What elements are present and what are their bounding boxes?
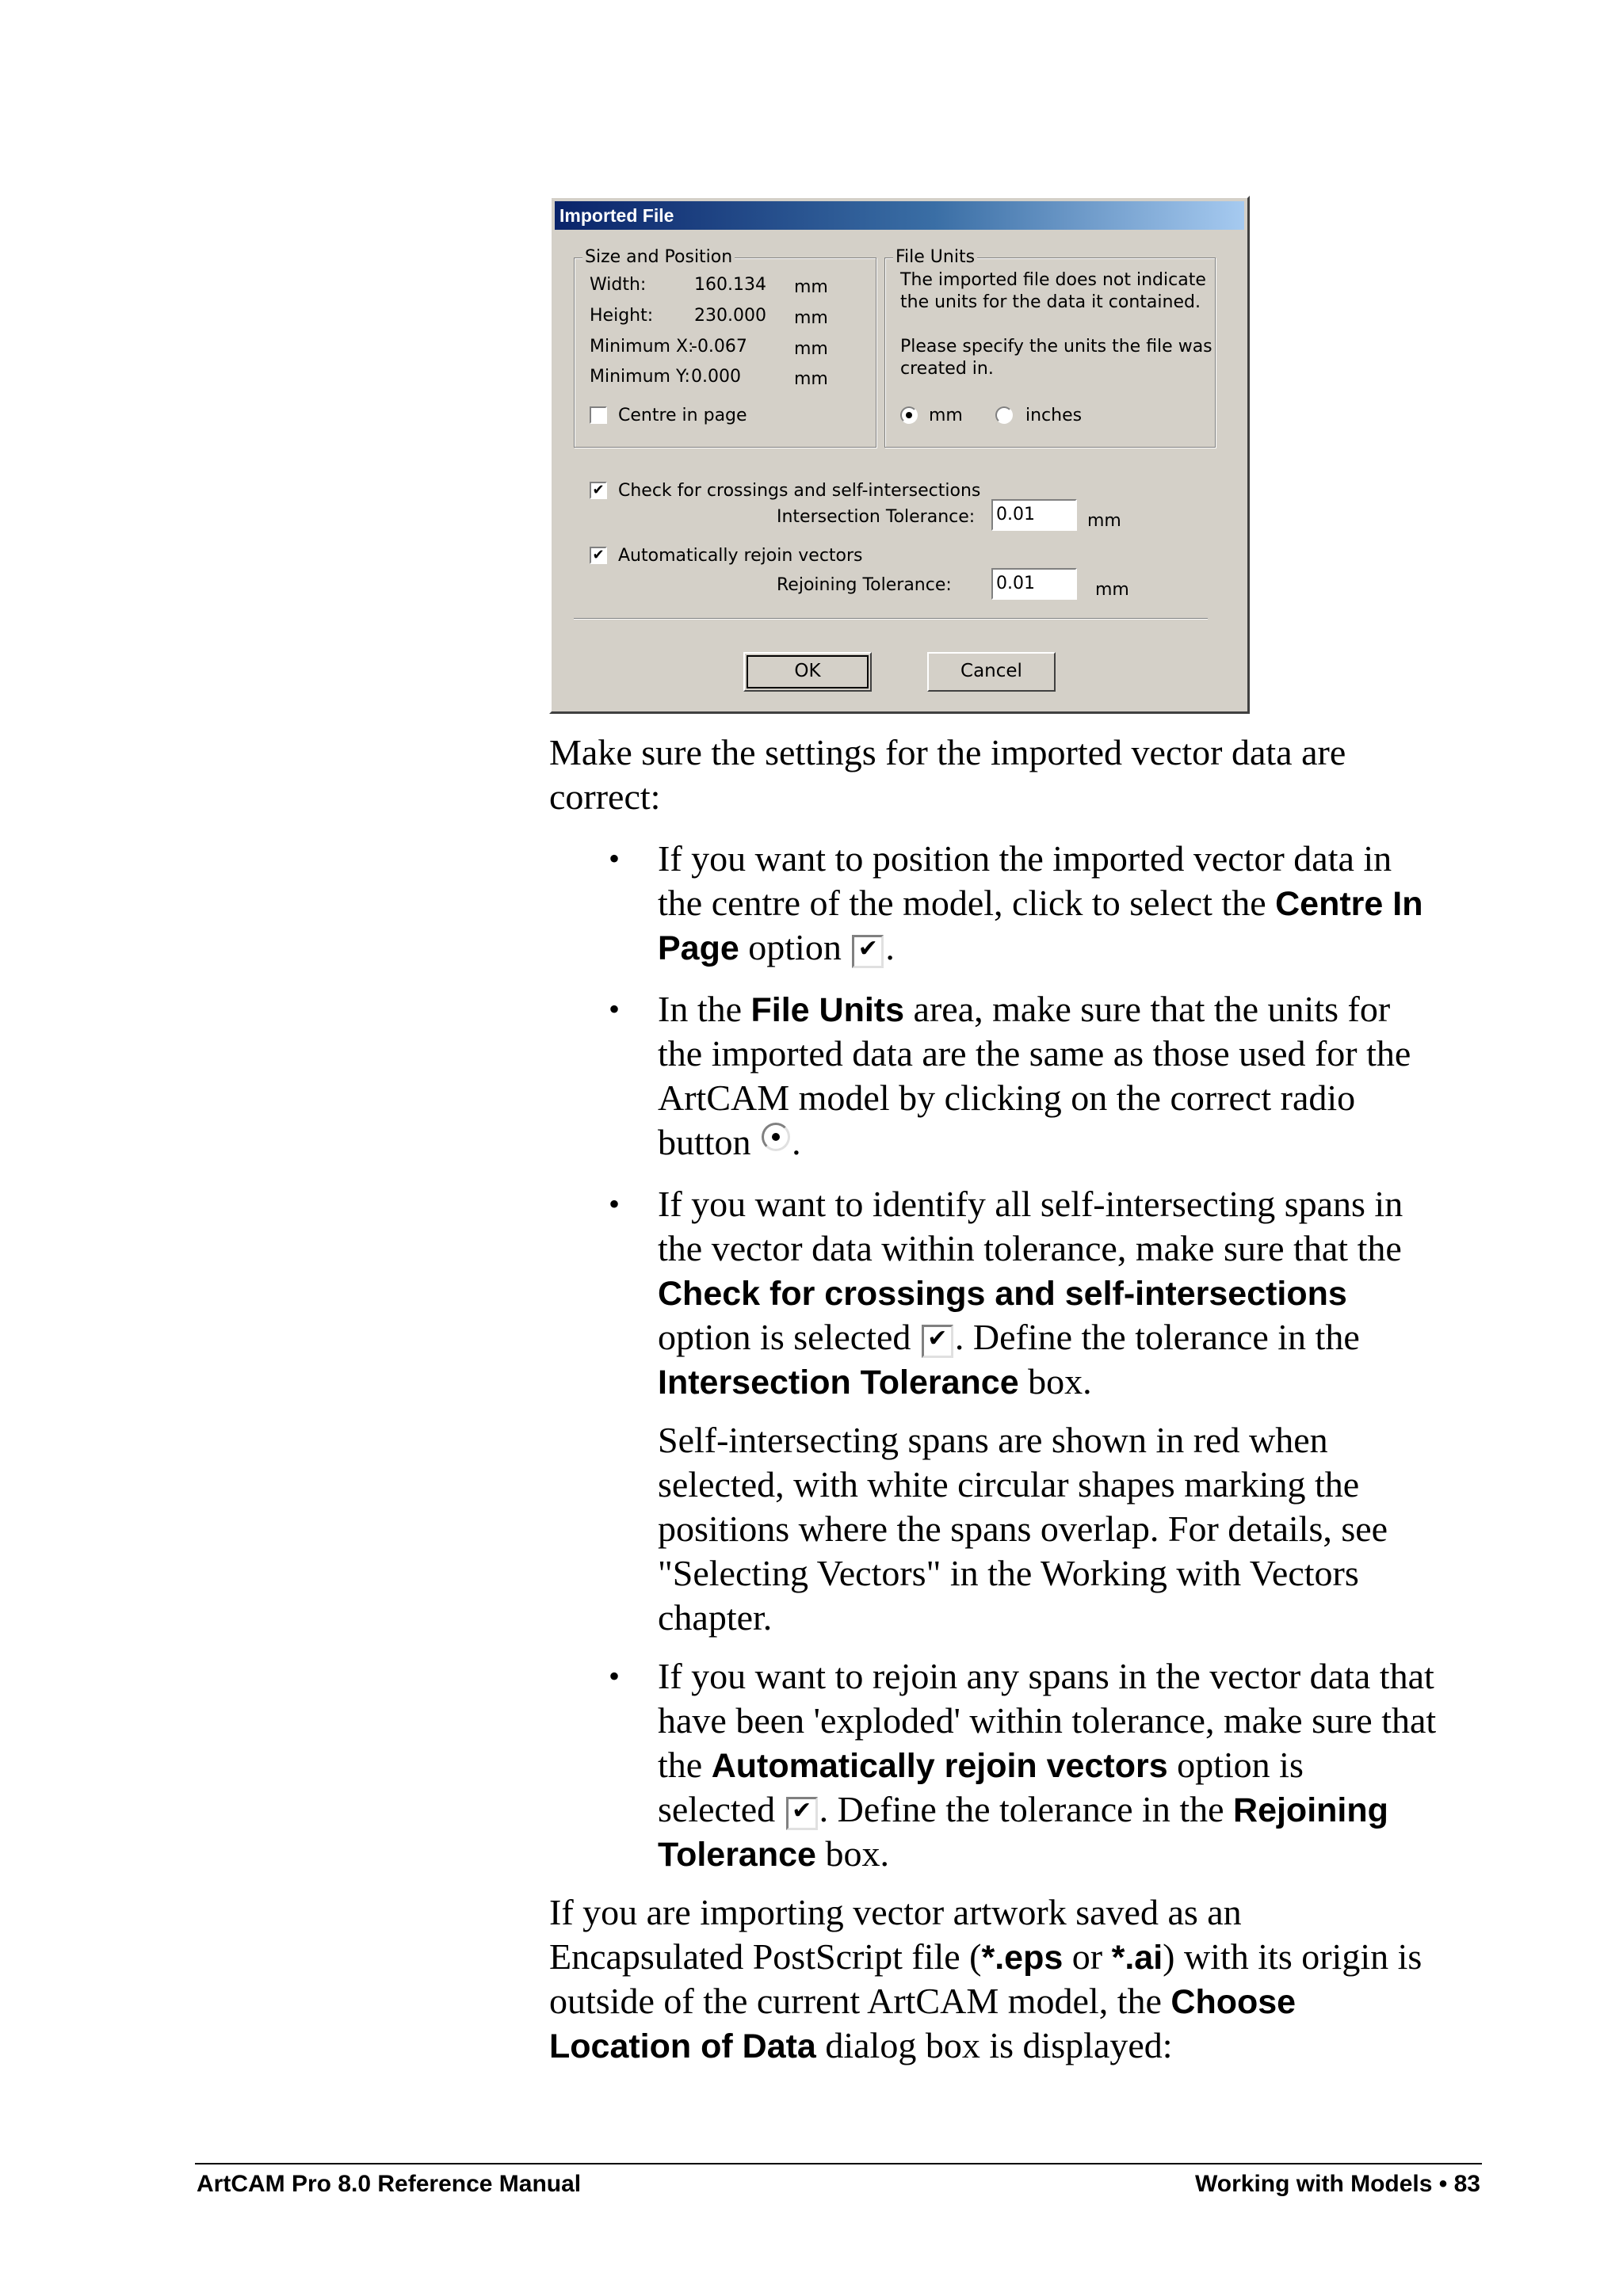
check-crossings-label[interactable]: Check for crossings and self-intersections — [618, 481, 981, 501]
min-y-value: 0.000 — [691, 367, 741, 387]
bullet-3-para-line1: Self-intersecting spans are shown in red when — [658, 1420, 1328, 1460]
units-note-line4: created in. — [900, 359, 994, 379]
bullet-3-para-line5: chapter. — [658, 1597, 773, 1638]
min-y-label: Minimum Y: — [590, 367, 690, 387]
footer-rule — [195, 2163, 1482, 2164]
bullet-3-line4: option is selected ✔ . Define the tolerance in the — [658, 1317, 1360, 1357]
width-unit: mm — [794, 277, 828, 297]
units-mm-radio[interactable] — [900, 406, 918, 424]
bullet-3-line1: If you want to identify all self-intersecting spans in — [658, 1184, 1403, 1224]
units-mm-label[interactable]: mm — [929, 406, 963, 425]
intersection-tolerance-label: Intersection Tolerance: — [777, 507, 976, 527]
centre-in-page-checkbox[interactable] — [590, 406, 607, 424]
ok-button[interactable]: OK — [743, 652, 872, 692]
size-position-legend: Size and Position — [582, 247, 735, 267]
width-label: Width: — [590, 275, 647, 295]
bullet-1-line1: If you want to position the imported vector data in — [658, 838, 1392, 879]
bullet-4-line4: selected ✔ . Define the tolerance in the Rejoining — [658, 1789, 1388, 1829]
bullet-2-line2: the imported data are the same as those used for the — [658, 1033, 1411, 1074]
radio-button-selected-icon — [762, 1123, 790, 1151]
check-crossings-checkbox[interactable]: ✔ — [590, 482, 607, 499]
dialog-separator — [574, 618, 1208, 620]
bullet-3-para-line4: "Selecting Vectors" in the Working with Vectors — [658, 1553, 1359, 1593]
rejoin-vectors-checkbox[interactable]: ✔ — [590, 547, 607, 564]
closing-line2: Encapsulated PostScript file (*.eps or *.ai) with its origin is — [549, 1936, 1423, 1977]
dialog-title: Imported File — [555, 201, 1244, 230]
intersection-tolerance-input[interactable]: 0.01 — [991, 499, 1077, 531]
rejoining-tolerance-unit: mm — [1095, 580, 1129, 600]
bullet-4-line1: If you want to rejoin any spans in the vector data that — [658, 1656, 1434, 1696]
footer-left: ArtCAM Pro 8.0 Reference Manual — [197, 2171, 582, 2197]
cancel-button[interactable]: Cancel — [927, 652, 1056, 692]
height-label: Height: — [590, 306, 654, 326]
bullet-2-line3: ArtCAM model by clicking on the correct radio — [658, 1077, 1356, 1118]
centre-in-page-label[interactable]: Centre in page — [618, 406, 747, 425]
units-note-line1: The imported file does not indicate — [900, 270, 1206, 290]
bullet-4-line5: Tolerance box. — [658, 1833, 889, 1874]
bullet-3-para-line2: selected, with white circular shapes marking the — [658, 1464, 1360, 1505]
bullet-1-line3: Page option ✔ . — [658, 927, 895, 967]
units-note-line3: Please specify the units the file was — [900, 337, 1212, 357]
min-x-unit: mm — [794, 339, 828, 359]
bullet-1-line2: the centre of the model, click to select the Centre In — [658, 883, 1423, 923]
bullet-2-line4: button . — [658, 1122, 801, 1162]
intro-line2: correct: — [549, 776, 661, 817]
bullet-3-marker: • — [609, 1186, 621, 1222]
checkbox-checked-icon: ✔ — [852, 935, 884, 968]
checkbox-checked-icon: ✔ — [922, 1325, 953, 1358]
footer-right: Working with Models • 83 — [1195, 2171, 1480, 2197]
height-unit: mm — [794, 308, 828, 328]
units-inches-label[interactable]: inches — [1025, 406, 1083, 425]
bullet-4-line2: have been 'exploded' within tolerance, make sure that — [658, 1700, 1437, 1741]
bullet-3-line2: the vector data within tolerance, make sure that the — [658, 1228, 1402, 1268]
width-value: 160.134 — [694, 275, 766, 295]
rejoin-vectors-label[interactable]: Automatically rejoin vectors — [618, 546, 863, 566]
min-x-label: Minimum X: — [590, 337, 694, 357]
closing-line3: outside of the current ArtCAM model, the Choose — [549, 1981, 1296, 2021]
bullet-4-line3: the Automatically rejoin vectors option is — [658, 1745, 1304, 1785]
bullet-3-para-line3: positions where the spans overlap. For details, see — [658, 1508, 1388, 1549]
file-units-legend: File Units — [893, 247, 977, 267]
intersection-tolerance-unit: mm — [1087, 511, 1121, 531]
min-x-value: -0.067 — [691, 337, 747, 357]
bullet-2-line1: In the File Units area, make sure that the units for — [658, 989, 1391, 1029]
bullet-3-line5: Intersection Tolerance box. — [658, 1361, 1092, 1402]
min-y-unit: mm — [794, 369, 828, 389]
bullet-1-marker: • — [609, 841, 621, 876]
imported-file-dialog — [549, 196, 1250, 714]
bullet-3-line3: Check for crossings and self-intersections — [658, 1275, 1347, 1313]
height-value: 230.000 — [694, 306, 766, 326]
rejoining-tolerance-label: Rejoining Tolerance: — [777, 575, 952, 595]
bullet-4-marker: • — [609, 1658, 621, 1694]
bullet-2-marker: • — [609, 991, 621, 1027]
intro-line1: Make sure the settings for the imported vector data are — [549, 732, 1346, 772]
units-inches-radio[interactable] — [995, 406, 1013, 424]
checkbox-checked-icon: ✔ — [786, 1797, 818, 1830]
units-note-line2: the units for the data it contained. — [900, 292, 1201, 312]
closing-line4: Location of Data dialog box is displayed: — [549, 2025, 1173, 2065]
rejoining-tolerance-input[interactable]: 0.01 — [991, 568, 1077, 600]
closing-line1: If you are importing vector artwork saved as an — [549, 1892, 1242, 1932]
